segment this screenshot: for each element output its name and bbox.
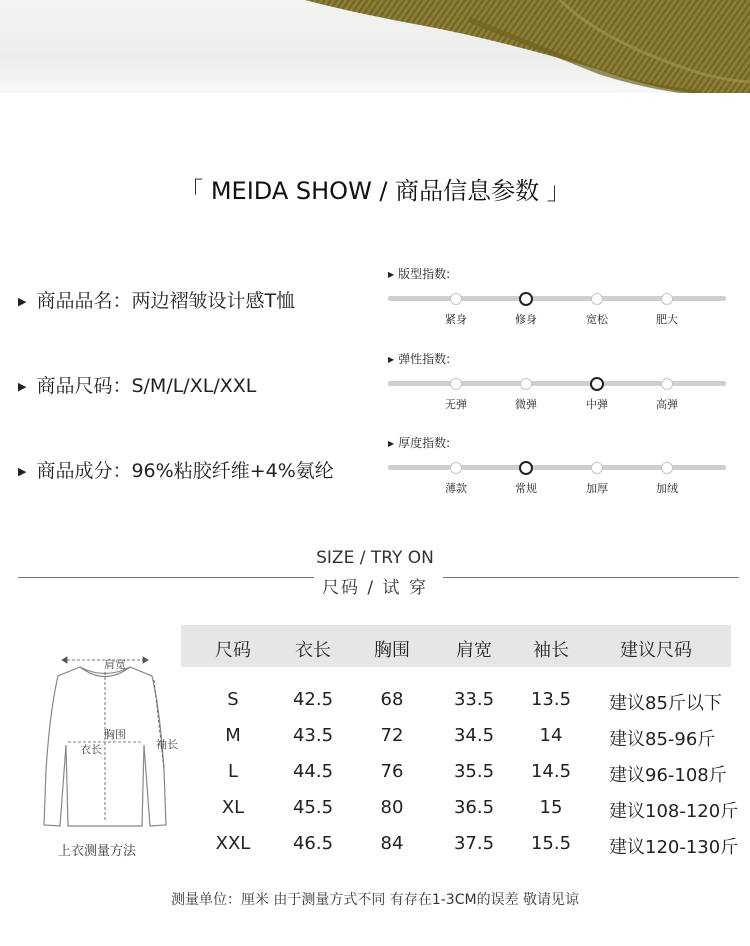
table-header-cell: 尺码 [215,640,251,661]
table-cell: 35.5 [453,761,495,782]
index-option-label: 薄款 [445,482,467,495]
table-cell: 33.5 [453,689,495,710]
index-track [388,296,726,301]
index-title-text: 版型指数: [398,267,451,281]
table-cell: 80 [380,797,404,818]
table-cell: 37.5 [453,833,495,854]
index-option-label: 宽松 [586,313,608,326]
table-header-cell: 建议尺码 [620,640,692,661]
table-cell: 68 [380,689,404,710]
measurement-diagram [30,650,180,839]
diagram-caption: 上衣测量方法 [58,844,137,859]
index-marker-selected [590,377,604,391]
section-title: 「 MEIDA SHOW / 商品信息参数 」 [179,177,571,205]
index-marker [520,378,532,390]
param-material [18,456,334,483]
index-marker [450,378,462,390]
index-marker [661,378,673,390]
param-size-text: 商品尺码：S/M/L/XL/XXL [36,375,257,397]
index-track [388,465,726,470]
table-cell: XL [221,797,245,818]
label-shoulder: 肩宽 [104,658,126,671]
index-marker [450,462,462,474]
index-title [388,434,450,451]
table-cell: XXL [215,833,251,854]
table-header-cell: 胸围 [374,640,410,661]
bullet-icon: ▶ [388,270,395,279]
index-title [388,265,450,282]
param-name [18,286,295,313]
table-cell: 14.5 [530,761,572,782]
index-marker [591,293,603,305]
table-cell: 13.5 [530,689,572,710]
table-cell: L [227,761,239,782]
index-option-label: 加绒 [656,482,678,495]
table-cell: 建议96-108斤 [609,765,727,786]
index-track [388,381,726,386]
index-title-text: 厚度指数: [398,436,451,450]
table-cell: 建议108-120斤 [609,801,739,822]
index-marker-selected [519,461,533,475]
label-chest: 胸围 [104,728,126,741]
param-name-text: 商品品名：两边褶皱设计感T恤 [36,290,296,312]
index-marker [450,293,462,305]
index-option-label: 常规 [515,482,537,495]
index-option-label: 修身 [515,313,537,326]
index-option-label: 微弹 [515,398,537,411]
index-marker [591,462,603,474]
label-sleeve: 袖长 [156,738,178,751]
table-cell: 84 [380,833,404,854]
label-length: 衣长 [80,743,102,756]
index-option-label: 加厚 [586,482,608,495]
bullet-icon: ▶ [18,295,27,308]
table-cell: M [225,725,241,746]
index-option-label: 无弹 [445,398,467,411]
index-marker [661,462,673,474]
index-marker [661,293,673,305]
bullet-icon: ▶ [18,380,27,393]
table-cell: 46.5 [292,833,334,854]
fabric-image [0,0,750,93]
param-size [18,371,256,398]
table-cell: 44.5 [292,761,334,782]
table-cell: 42.5 [292,689,334,710]
table-header-cell: 袖长 [533,640,569,661]
table-header-cell: 肩宽 [456,640,492,661]
table-cell: 43.5 [292,725,334,746]
table-cell: 34.5 [453,725,495,746]
index-title-text: 弹性指数: [398,352,451,366]
bullet-icon: ▶ [18,465,27,478]
table-header-cell: 衣长 [295,640,331,661]
bullet-icon: ▶ [388,355,395,364]
index-option-label: 中弹 [586,398,608,411]
param-material-text: 商品成分：96%粘胶纤维+4%氨纶 [36,460,334,482]
table-cell: 建议85斤以下 [609,693,722,714]
product-photo [0,0,750,93]
table-cell: 14 [539,725,563,746]
measurement-note: 测量单位：厘米 由于测量方式不同 有存在1-3CM的误差 敬请见谅 [170,892,580,908]
size-title-cn: 尺码 / 试 穿 [322,578,428,598]
table-cell: 15 [539,797,563,818]
table-cell: 15.5 [530,833,572,854]
index-option-label: 高弹 [656,398,678,411]
table-cell: 36.5 [453,797,495,818]
index-option-label: 紧身 [445,313,467,326]
table-cell: 72 [380,725,404,746]
index-title [388,350,450,367]
index-option-label: 肥大 [656,313,678,326]
table-cell: S [227,689,239,710]
index-marker-selected [519,292,533,306]
size-title-en: SIZE / TRY ON [316,548,434,568]
table-cell: 建议85-96斤 [609,729,716,750]
table-cell: 建议120-130斤 [609,837,739,858]
table-cell: 45.5 [292,797,334,818]
bullet-icon: ▶ [388,439,395,448]
table-cell: 76 [380,761,404,782]
